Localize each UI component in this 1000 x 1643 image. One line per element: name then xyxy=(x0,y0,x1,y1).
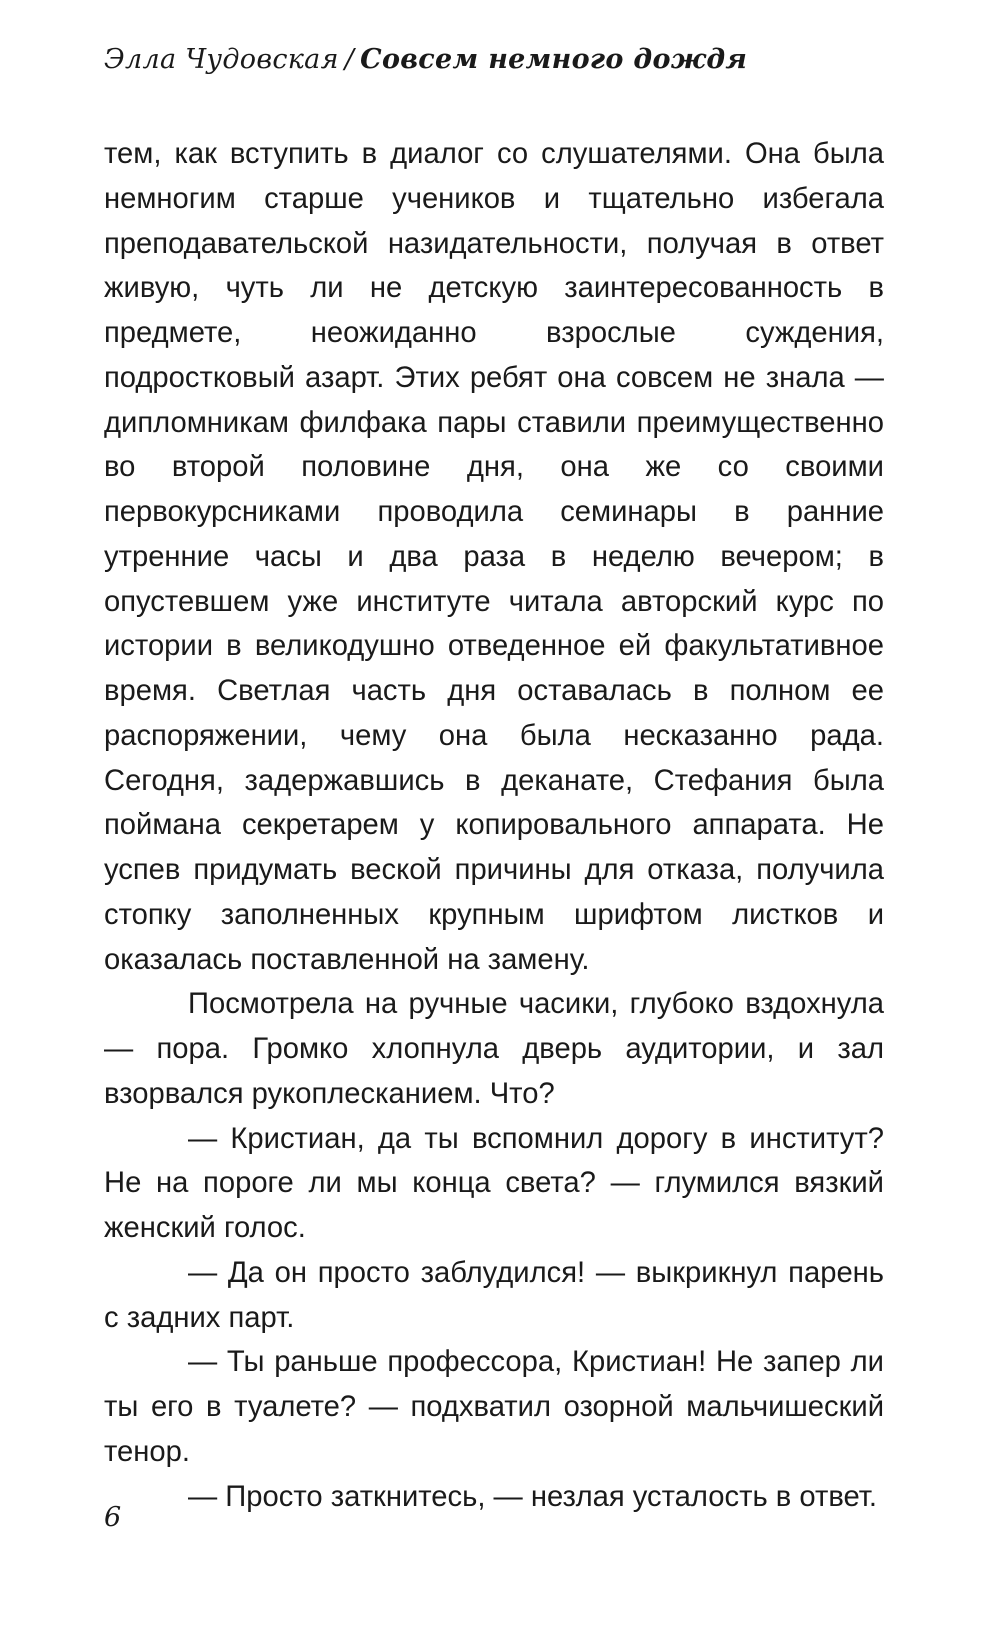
paragraph: Посмотрела на ручные часики, глубоко вздохнула — пора. Громко хлопнула дверь аудитории, и зал взорвался рукоплесканием. Что? xyxy=(104,988,884,1110)
header-separator: / xyxy=(344,44,355,75)
header-author: Элла Чудовская xyxy=(104,44,339,75)
running-header xyxy=(104,44,747,75)
page-body xyxy=(104,132,884,1519)
dialogue-line: — Да он просто заблудился! — выкрикнул парень с задних парт. xyxy=(104,1256,884,1334)
page-number: 6 xyxy=(104,1502,122,1533)
dialogue-line: — Ты раньше профессора, Кристиан! Не запер ли ты его в туалете? — подхватил озорной мальчишеский тенор. xyxy=(104,1346,884,1468)
header-book-title: Совсем немного дождя xyxy=(360,44,748,75)
dialogue-line: — Кристиан, да ты вспомнил дорогу в институт? Не на пороге ли мы конца света? — глумился вязкий женский голос. xyxy=(104,1122,884,1244)
paragraph-continued: тем, как вступить в диалог со слушателями. Она была немногим старше учеников и тщательно избегала преподавательской назидательности, получая в ответ живую, чуть ли не детскую заинтересованность в предмете, неожиданно взрослые суждения, подростковый азарт. Этих ребят она совсем не знала — дипломникам филфака пары ставили преимущественно во второй половине дня, она же со своими первокурсниками проводила семинары в ранние утренние часы и два раза в неделю вечером; в опустевшем уже институте читала авторский курс по истории в великодушно отведенное ей факультативное время. Светлая часть дня оставалась в полном ее распоряжении, чему она была несказанно рада. Сегодня, задержавшись в деканате, Стефания была поймана секретарем у копировального аппарата. Не успев придумать веской причины для отказа, получила стопку заполненных крупным шрифтом листков и оказалась поставленной на замену. xyxy=(104,138,884,976)
dialogue-line: — Просто заткнитесь, — незлая усталость в ответ. xyxy=(188,1480,878,1513)
